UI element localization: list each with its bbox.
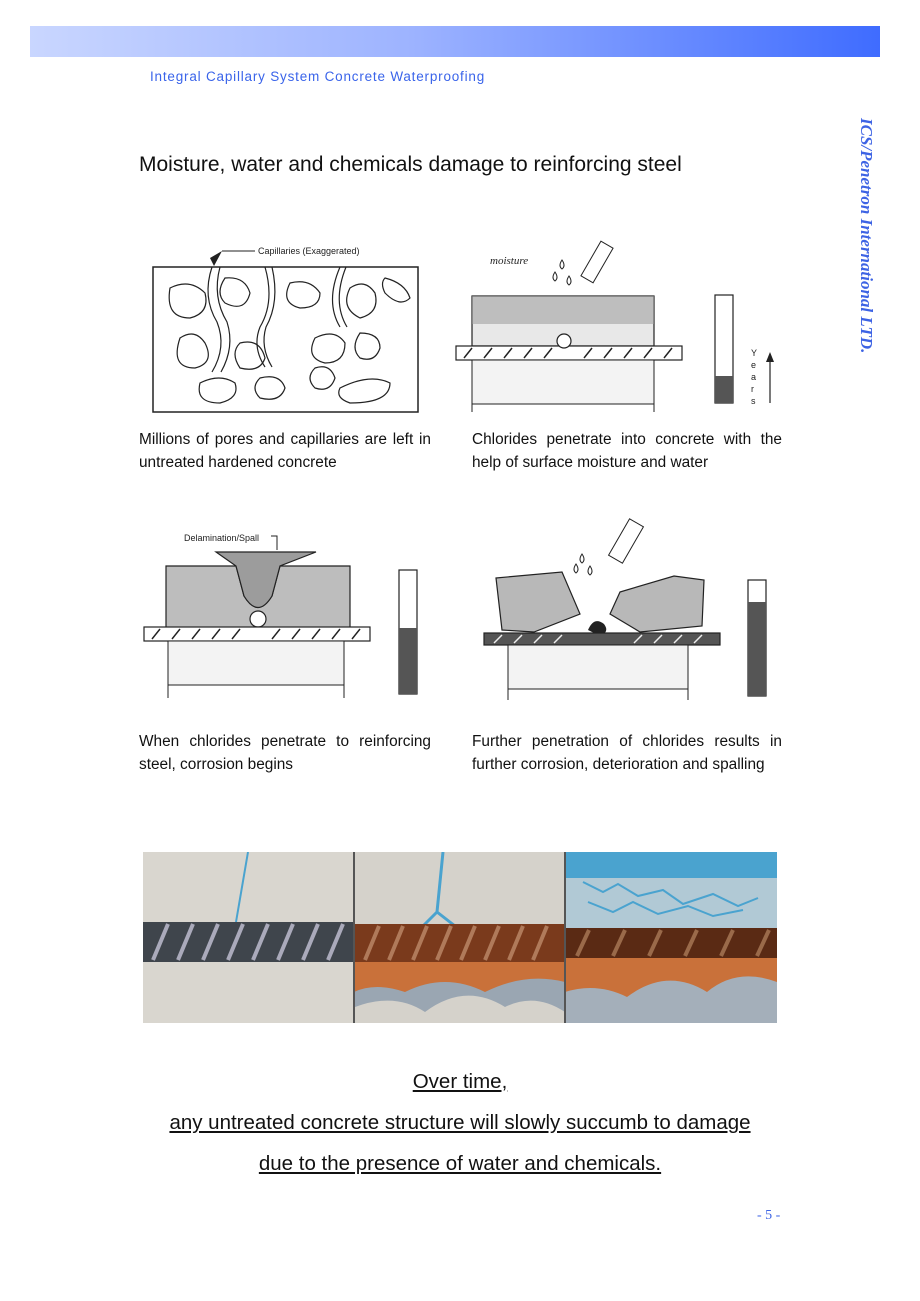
figure-capillaries [140, 238, 430, 418]
years-letter-y: Y [751, 348, 758, 358]
header-band [30, 26, 880, 57]
spalling-diagram [472, 514, 782, 704]
corrosion-stages-illustration [143, 852, 777, 1023]
conclusion-line-3: due to the presence of water and chemicals. [258, 1152, 662, 1175]
corrosion-stages-image [143, 852, 777, 1023]
conclusion-line-1: Over time, [412, 1070, 508, 1093]
figure-delamination [140, 524, 430, 704]
moisture-label: moisture [490, 255, 529, 267]
figure-chloride-penetration [452, 238, 787, 418]
capillaries-label: Capillaries (Exaggerated) [258, 246, 360, 256]
conclusion-line-2: any untreated concrete structure will slowly succumb to damage [169, 1111, 751, 1134]
page-number: - 5 - [757, 1208, 781, 1223]
caption-2: Chlorides penetrate into concrete with the help of surface moisture and water [472, 431, 782, 471]
side-brand-text: ICS/Penetron International LTD. [857, 118, 876, 354]
figure-spalling [472, 514, 782, 704]
years-letter-s: s [751, 396, 756, 406]
page-title: Moisture, water and chemicals damage to reinforcing steel [139, 153, 682, 176]
caption-1: Millions of pores and capillaries are left in untreated hardened concrete [139, 431, 431, 471]
caption-4: Further penetration of chlorides results in further corrosion, deterioration and spalling [472, 733, 782, 773]
years-letter-a: a [751, 372, 757, 382]
chloride-penetration-diagram [452, 238, 787, 418]
running-header: Integral Capillary System Concrete Waterproofing [150, 69, 486, 84]
delamination-label: Delamination/Spall [184, 533, 260, 543]
years-letter-e: e [751, 360, 757, 370]
delamination-diagram [140, 524, 430, 704]
years-letter-r: r [751, 384, 754, 394]
caption-3: When chlorides penetrate to reinforcing steel, corrosion begins [139, 733, 431, 773]
capillaries-diagram [140, 238, 430, 418]
